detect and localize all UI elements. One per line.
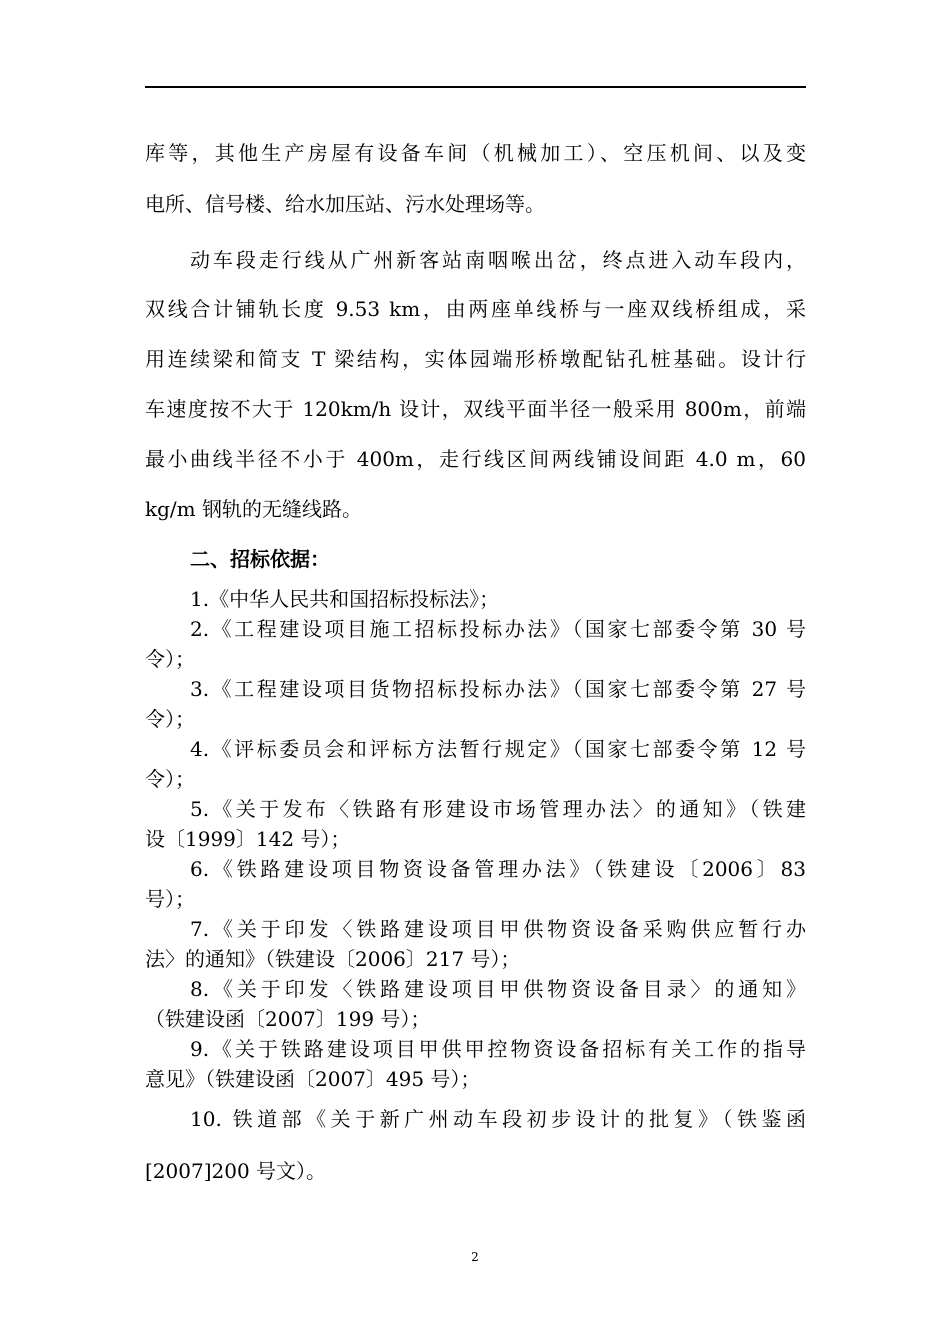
header-rule <box>145 86 806 88</box>
list-item-continuation: 令）； <box>145 767 195 791</box>
list-item: 5.《关于发布〈铁路有形建设市场管理办法〉的通知》（铁建 <box>190 797 806 821</box>
list-item: 1.《中华人民共和国招标投标法》； <box>190 587 500 611</box>
list-item: 10. 铁道部《关于新广州动车段初步设计的批复》（铁鉴函 <box>190 1107 806 1131</box>
paragraph-line: 双线合计铺轨长度 9.53 km，由两座单线桥与一座双线桥组成，采 <box>145 297 806 321</box>
list-item: 9.《关于铁路建设项目甲供甲控物资设备招标有关工作的指导 <box>190 1037 806 1061</box>
list-item: 2.《工程建设项目施工招标投标办法》（国家七部委令第 30 号 <box>190 617 806 641</box>
paragraph-line: 动车段走行线从广州新客站南咽喉出岔，终点进入动车段内， <box>190 248 806 272</box>
list-item: 8.《关于印发〈铁路建设项目甲供物资设备目录〉的通知》 <box>190 977 806 1001</box>
paragraph-line: 最小曲线半径不小于 400m，走行线区间两线铺设间距 4.0 m，60 <box>145 447 806 471</box>
list-item: 3.《工程建设项目货物招标投标办法》（国家七部委令第 27 号 <box>190 677 806 701</box>
paragraph-line: 库等，其他生产房屋有设备车间（机械加工）、空压机间、以及变 <box>145 141 806 165</box>
list-item-continuation: 令）； <box>145 647 195 671</box>
list-item-continuation: （铁建设函〔2007〕199 号）； <box>145 1007 431 1031</box>
paragraph-line: 电所、信号楼、给水加压站、污水处理场等。 <box>145 192 545 216</box>
list-item-continuation: [2007]200 号文）。 <box>145 1159 327 1183</box>
list-item-continuation: 设〔1999〕142 号）； <box>145 827 351 851</box>
section-heading: 二、招标依据： <box>190 547 330 571</box>
paragraph-line: 用连续梁和简支 T 梁结构，实体园端形桥墩配钻孔桩基础。设计行 <box>145 347 806 371</box>
list-item: 7.《关于印发〈铁路建设项目甲供物资设备采购供应暂行办 <box>190 917 806 941</box>
list-item-continuation: 号）； <box>145 887 195 911</box>
list-item: 4.《评标委员会和评标方法暂行规定》（国家七部委令第 12 号 <box>190 737 806 761</box>
list-item-continuation: 意见》（铁建设函〔2007〕495 号）； <box>145 1067 481 1091</box>
page-number: 2 <box>471 1250 479 1264</box>
list-item: 6.《铁路建设项目物资设备管理办法》（铁建设〔2006〕83 <box>190 857 806 881</box>
list-item-continuation: 令）； <box>145 707 195 731</box>
list-item-continuation: 法〉的通知》（铁建设〔2006〕217 号）； <box>145 947 521 971</box>
paragraph-line: 车速度按不大于 120km/h 设计，双线平面半径一般采用 800m，前端 <box>145 397 806 421</box>
paragraph-line: kg/m 钢轨的无缝线路。 <box>145 497 362 521</box>
